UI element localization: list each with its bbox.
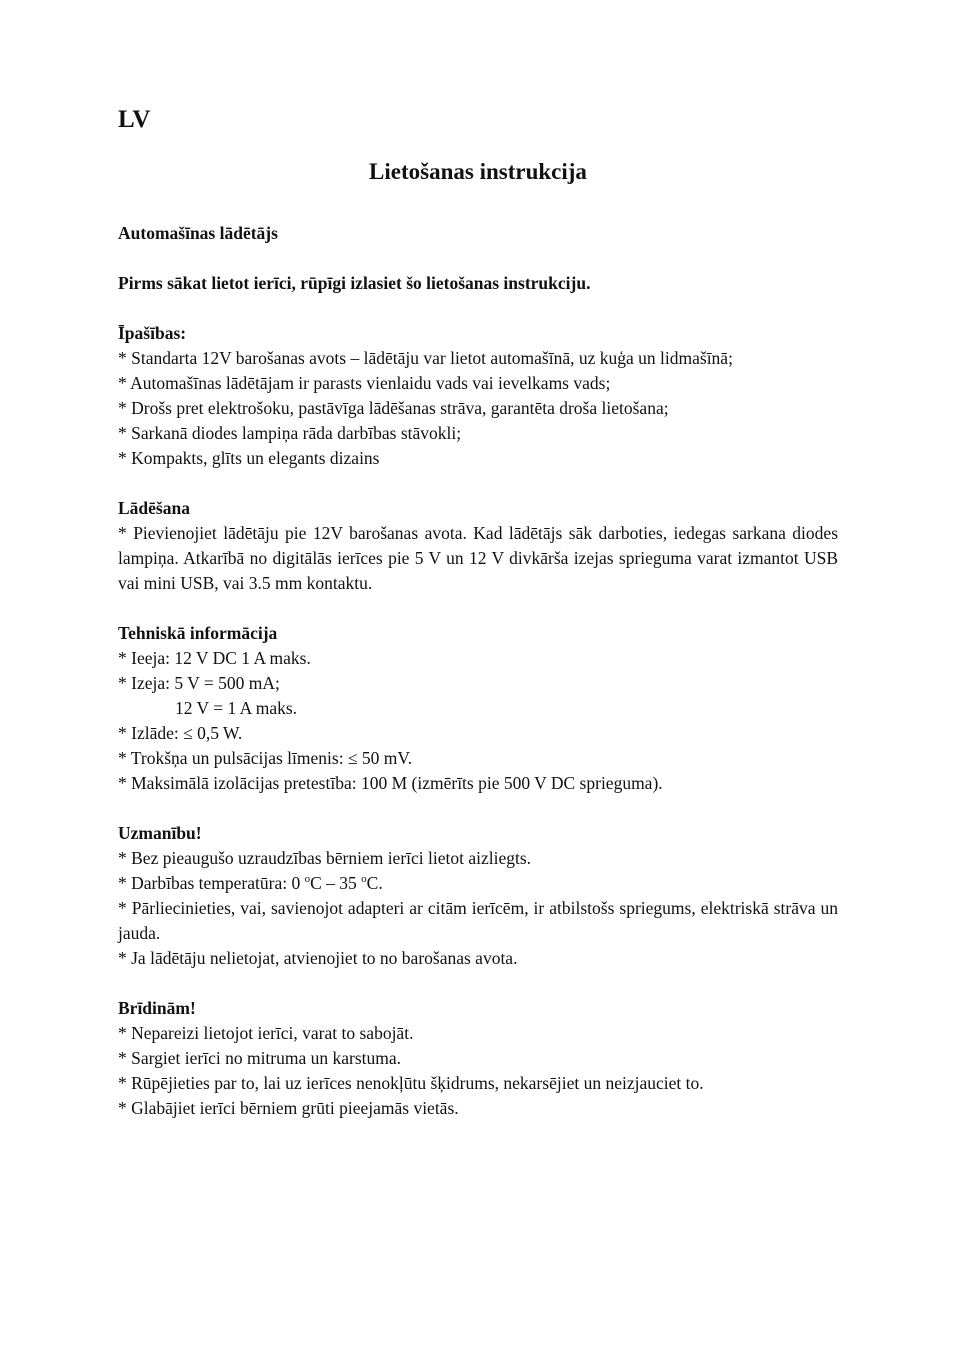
degree-mark: o <box>304 873 311 886</box>
caution-item: * Pārliecinieties, vai, savienojot adapteri ar citām ierīcēm, ir atbilstošs spriegums, elektriskā strāva un jauda. <box>118 898 838 943</box>
caution-heading: Uzmanību! <box>118 823 202 843</box>
temperature-suffix: C. <box>366 873 383 893</box>
spec-insulation: * Maksimālā izolācijas pretestība: 100 M (izmērīts pie 500 V DC sprieguma). <box>118 773 663 793</box>
warning-item: * Rūpējieties par to, lai uz ierīces nenokļūtu šķidrums, nekarsējiet un neizjauciet to. <box>118 1073 704 1093</box>
spec-output-12v: 12 V = 1 A maks. <box>175 698 298 718</box>
spec-input: * Ieeja: 12 V DC 1 A maks. <box>118 648 311 668</box>
features-item: * Drošs pret elektrošoku, pastāvīga lādēšanas strāva, garantēta droša lietošana; <box>118 398 669 418</box>
document-page <box>118 104 838 1121</box>
warning-item: * Glabājiet ierīci bērniem grūti pieejamās vietās. <box>118 1098 459 1118</box>
features-heading: Īpašības: <box>118 323 187 343</box>
warning-item: * Sargiet ierīci no mitruma un karstuma. <box>118 1048 402 1068</box>
warning-heading: Brīdinām! <box>118 998 196 1018</box>
caution-temperature <box>118 871 838 896</box>
charging-section <box>118 496 838 596</box>
features-item: * Standarta 12V barošanas avots – lādētāju var lietot automašīnā, uz kuģa un lidmašīnā; <box>118 348 733 368</box>
product-name: Automašīnas lādētājs <box>118 223 278 243</box>
charging-heading: Lādēšana <box>118 498 190 518</box>
warning-section <box>118 996 838 1121</box>
features-item: * Automašīnas lādētājam ir parasts vienlaidu vads vai ievelkams vads; <box>118 373 611 393</box>
caution-section <box>118 821 838 971</box>
warning-item: * Nepareizi lietojot ierīci, varat to sabojāt. <box>118 1023 414 1043</box>
spec-output: * Izeja: 5 V = 500 mA; <box>118 673 280 693</box>
caution-item: * Bez pieaugušo uzraudzības bērniem ierīci lietot aizliegts. <box>118 848 532 868</box>
caution-item: * Ja lādētāju nelietojat, atvienojiet to no barošanas avota. <box>118 948 518 968</box>
intro-notice: Pirms sākat lietot ierīci, rūpīgi izlasiet šo lietošanas instrukciju. <box>118 273 591 293</box>
features-section <box>118 321 838 471</box>
language-code: LV <box>118 106 151 133</box>
charging-paragraph: * Pievienojiet lādētāju pie 12V barošanas avota. Kad lādētājs sāk darboties, iedegas sarkana diodes lampiņa. Atkarībā no digitālās ierīces pie 5 V un 12 V divkārša izejas sprieguma varat izmantot USB vai mini USB, vai 3.5 mm kontaktu. <box>118 523 838 593</box>
features-item: * Sarkanā diodes lampiņa rāda darbības stāvokli; <box>118 423 462 443</box>
degree-mark: o <box>361 873 367 886</box>
technical-section <box>118 621 838 796</box>
spec-discharge: * Izlāde: ≤ 0,5 W. <box>118 723 243 743</box>
features-item: * Kompakts, glīts un elegants dizains <box>118 448 380 468</box>
temperature-middle: C – 35 <box>310 873 362 893</box>
technical-heading: Tehniskā informācija <box>118 623 278 643</box>
document-title: Lietošanas instrukcija <box>369 159 587 184</box>
temperature-prefix: * Darbības temperatūra: 0 <box>118 873 305 893</box>
spec-noise: * Trokšņa un pulsācijas līmenis: ≤ 50 mV. <box>118 748 413 768</box>
